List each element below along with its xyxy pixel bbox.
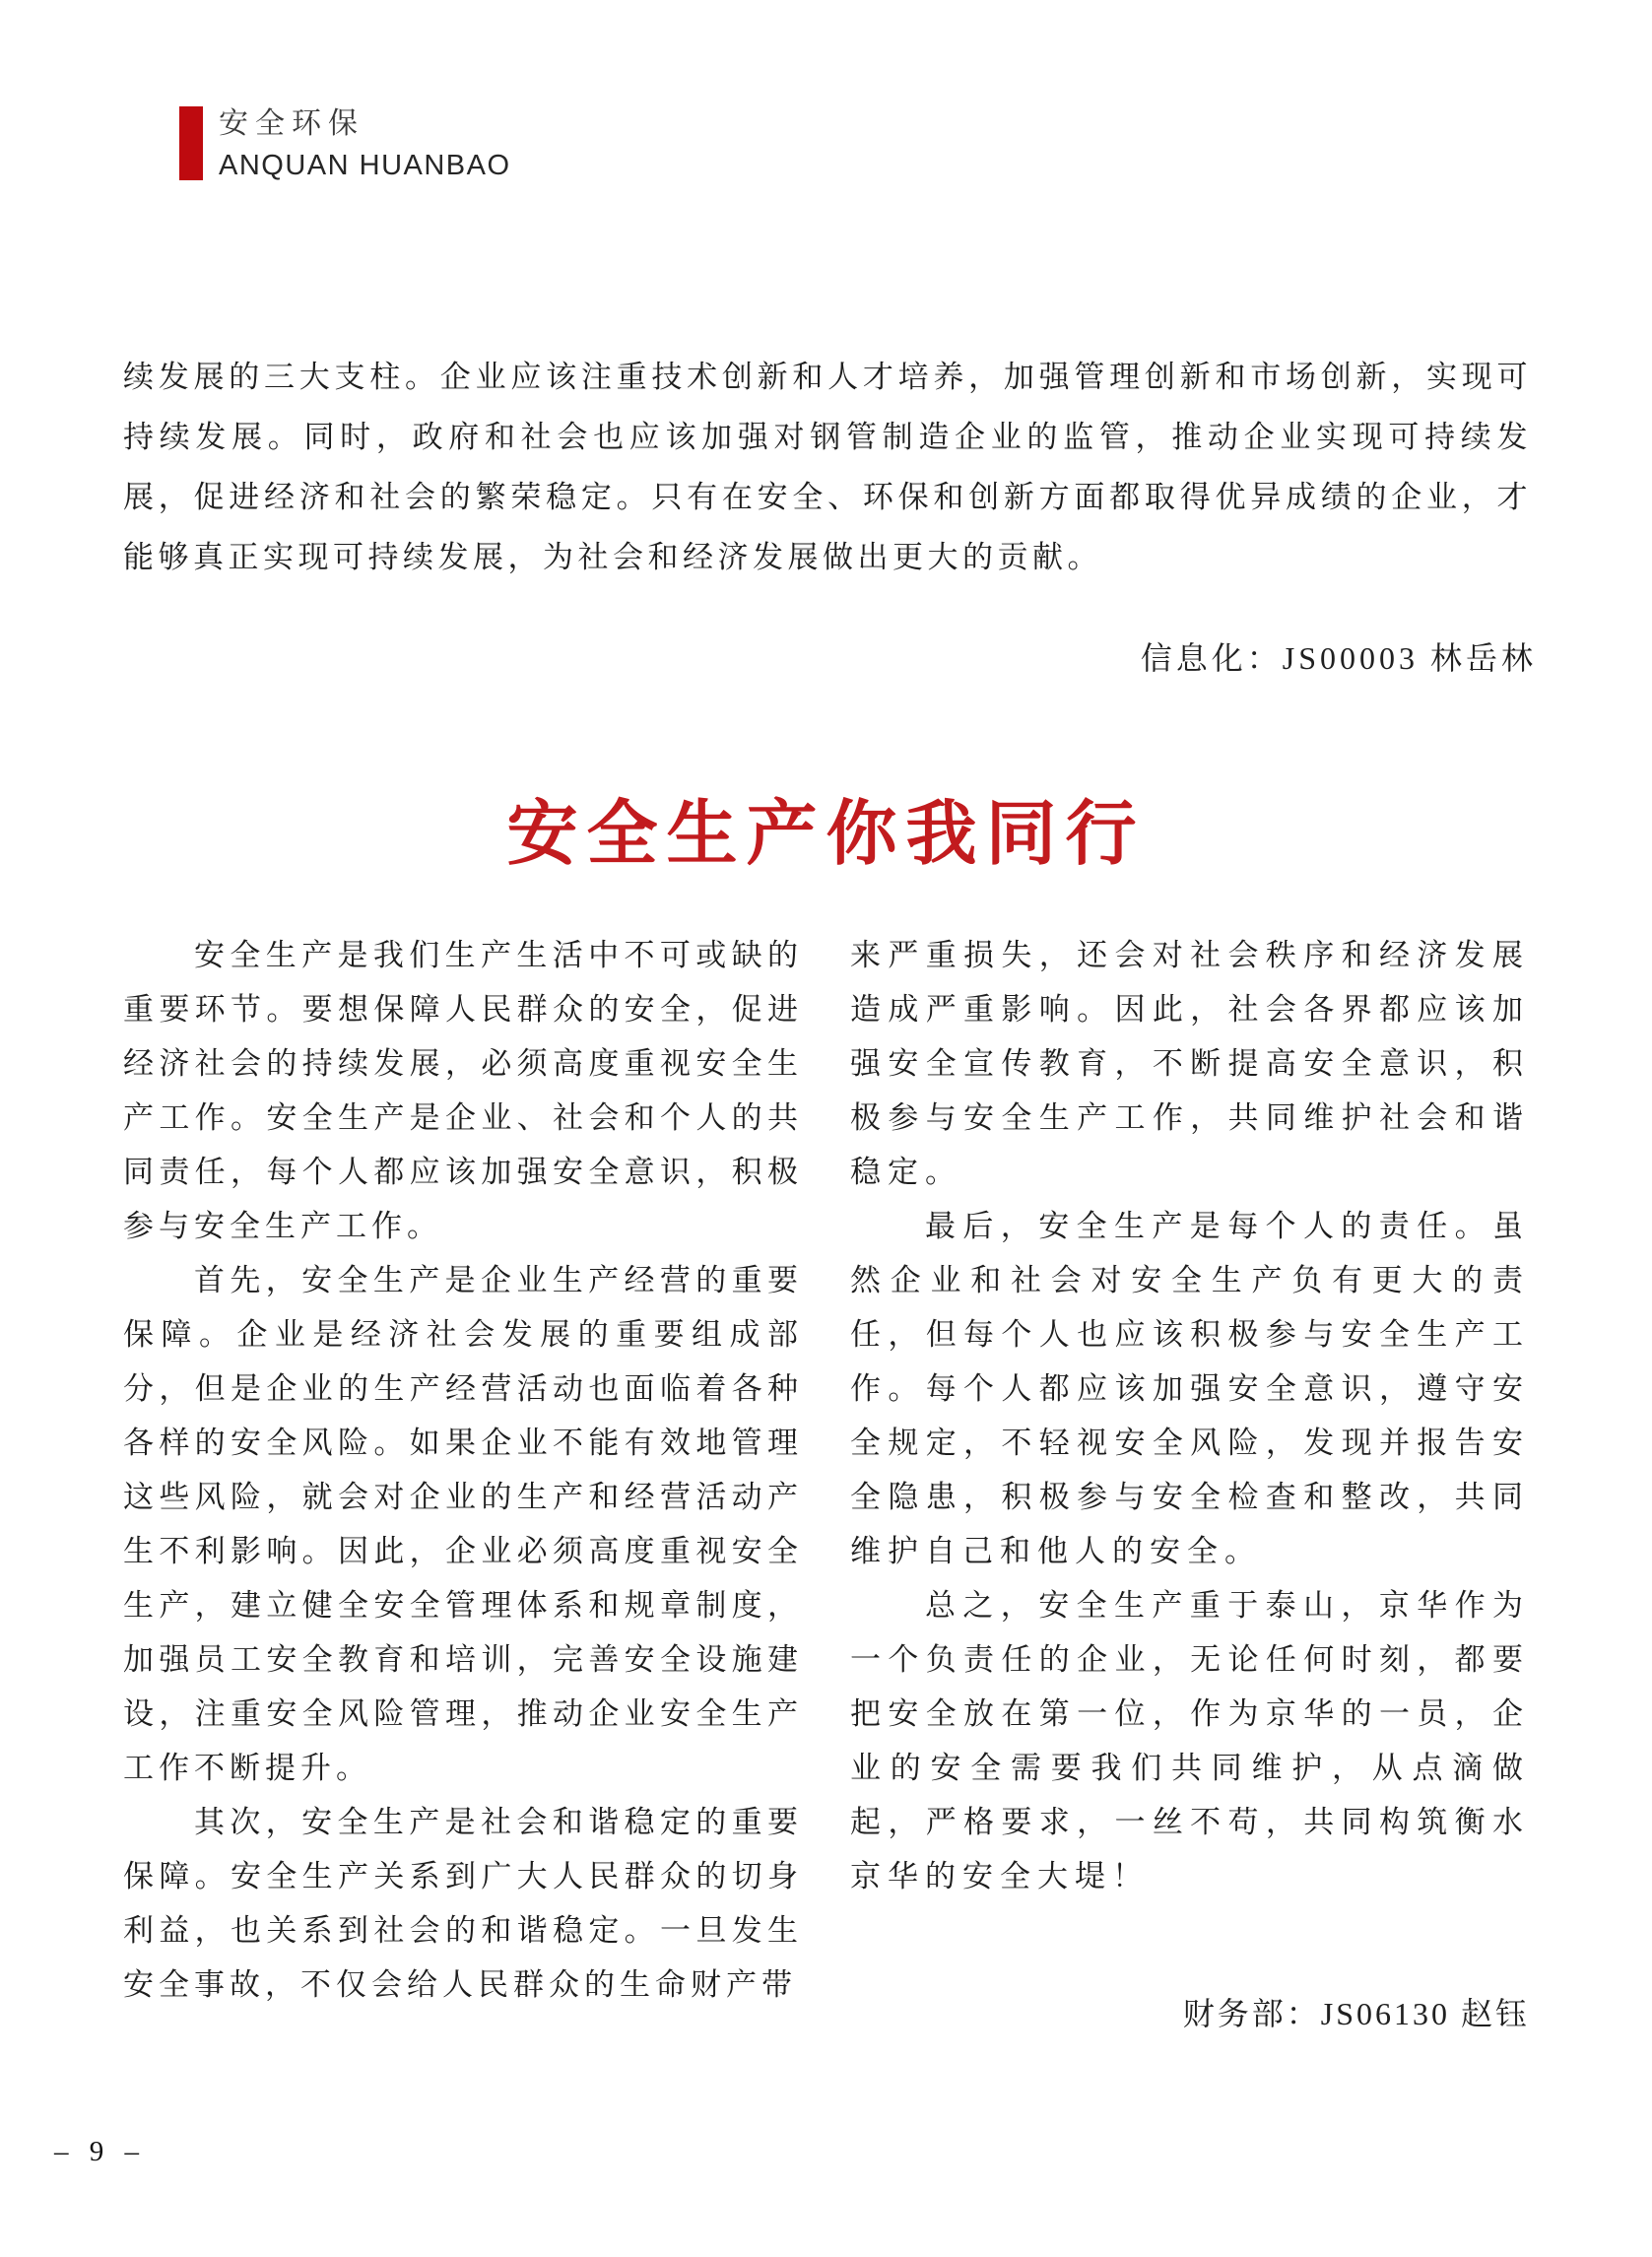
- article-body: [123, 928, 1530, 2041]
- left-column: [123, 928, 803, 2041]
- section-title-pinyin: ANQUAN HUANBAO: [219, 150, 511, 181]
- paragraph: 最后，安全生产是每个人的责任。虽然企业和社会对安全生产负有更大的责任，但每个人也应该积极参与安全生产工作。每个人都应该加强安全意识，遵守安全规定，不轻视安全风险，发现并报告安全隐患，积极参与安全检查和整改，共同维护自己和他人的安全。: [850, 1209, 1530, 1568]
- section-title-chinese: 安全环保: [219, 107, 364, 140]
- paragraph: 首先，安全生产是企业生产经营的重要保障。企业是经济社会发展的重要组成部分，但是企业的生产经营活动也面临着各种各样的安全风险。如果企业不能有效地管理这些风险，就会对企业的生产和经营活动产生不利影响。因此，企业必须高度重视安全生产，建立健全安全管理体系和规章制度，加强员工安全教育和培训，完善安全设施建设，注重安全风险管理，推动企业安全生产工作不断提升。: [123, 1263, 803, 1785]
- masthead-text: [219, 106, 511, 181]
- red-accent-bar: [179, 106, 203, 180]
- paragraph: 总之，安全生产重于泰山，京华作为一个负责任的企业，无论任何时刻，都要把安全放在第一位，作为京华的一员，企业的安全需要我们共同维护，从点滴做起，严格要求，一丝不苟，共同构筑衡水京华的安全大堤！: [850, 1588, 1530, 1893]
- paragraph: 安全生产是我们生产生活中不可或缺的重要环节。要想保障人民群众的安全，促进经济社会的持续发展，必须高度重视安全生产工作。安全生产是企业、社会和个人的共同责任，每个人都应该加强安全意识，积极参与安全生产工作。: [123, 938, 803, 1243]
- section-masthead: [179, 106, 511, 181]
- article-signature: 财务部：JS06130 赵钰: [1182, 1996, 1530, 2031]
- article-title: 安全生产你我同行: [506, 795, 1146, 874]
- page-number: – 9 –: [54, 2136, 141, 2167]
- paragraph-continuation: 来严重损失，还会对社会秩序和经济发展造成严重影响。因此，社会各界都应该加强安全宣传教育，不断提高安全意识，积极参与安全生产工作，共同维护社会和谐稳定。: [850, 938, 1530, 1189]
- intro-paragraph: 续发展的三大支柱。企业应该注重技术创新和人才培养，加强管理创新和市场创新，实现可持续发展。同时，政府和社会也应该加强对钢管制造企业的监管，推动企业实现可持续发展，促进经济和社会的繁荣稳定。只有在安全、环保和创新方面都取得优异成绩的企业，才能够真正实现可持续发展，为社会和经济发展做出更大的贡献。: [123, 360, 1532, 574]
- intro-signature: 信息化：JS00003 林岳林: [1140, 640, 1537, 676]
- paragraph: 其次，安全生产是社会和谐稳定的重要保障。安全生产关系到广大人民群众的切身利益，也关系到社会的和谐稳定。一旦发生安全事故，不仅会给人民群众的生命财产带: [123, 1805, 803, 2002]
- right-column: [850, 928, 1530, 2041]
